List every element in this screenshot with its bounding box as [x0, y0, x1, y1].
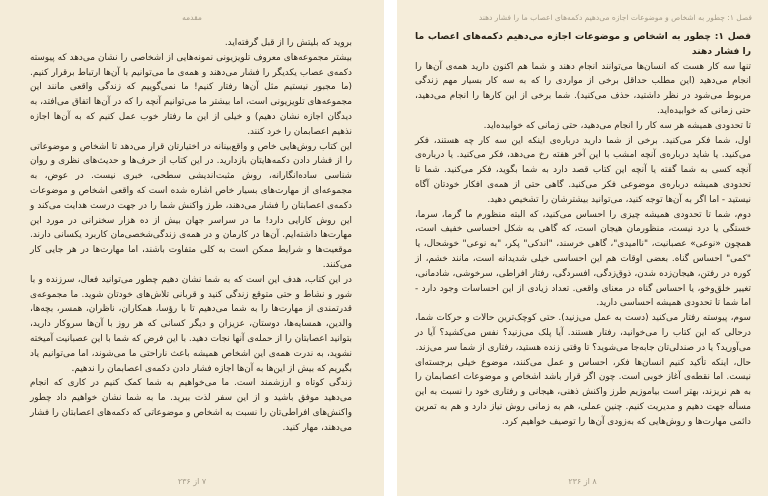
right-page-header: فصل ۱: چطور به اشخاص و موضوعات اجازه می‌دهیم دکمه‌های اعصاب ما را فشار دهند [478, 13, 752, 22]
paragraph: اول، شما فکر می‌کنید. برخی از شما دارید درباره‌ی اینکه این سه کار چه هستند، فکر می‌کنید. یا شاید درباره‌ی آنچه امشب با این آخر هفته رخ می‌دهد، فکر می‌کنید. یا درباره‌ی آنچه کسی به شما گفته یا آنچه این کتاب قصد دارد به شما بگوید، فکر می‌کنید. شما تا تحدودی همیشه درباره‌ی موضوعی فکر می‌کنید. گاهی حتی از همه‌ی افکار خودتان آگاه نیستید - اما اگر به آن‌ها توجه کنید، می‌توانید بیشترشان را تشخیص دهید. [415, 135, 751, 205]
right-page-number: ۸ از ۲۳۶ [568, 477, 597, 486]
paragraph: تنها سه کار هست که انسان‌ها می‌توانند انجام دهند و شما هم اکنون دارید همه‌ی آن‌ها را انجام می‌دهید (این مطلب حداقل برخی از مواردی را که به سه کار بسیار مهم زندگی مربوط می‌شود در نظر داشتید، حذف می‌کنید). شما برخی از این کارها را انجام می‌دهید، حتی زمانی که خوابیده‌اید. [415, 61, 751, 116]
left-page-number: ۷ از ۲۳۶ [177, 477, 207, 486]
paragraph: زندگی کوتاه و ارزشمند است. ما می‌خواهیم به شما کمک کنیم در کاری که انجام می‌دهید موفق باشید و از این سفر لذت ببرید. ما به شما نشان خواهیم داد چطور واکنش‌های افراطی‌تان را نسبت به اشخاص و موضوعاتی که دکمه‌های اعصابتان را فشار می‌دهند، مهار کنید. [30, 378, 352, 433]
paragraph: دوم، شما تا تحدودی همیشه چیزی را احساس می‌کنید، که البته منظورم ما گرما، سرما، خستگی یا درد نیست، منظورمان هیجان است، که گاهی به شکل احساسی خفیف است، همچون «نوعی» عصبانیت، "ناامیدی"، گاهی خرسند، "اندکی" پکر، "به نوعی" خوشحال، یا "کمی" احساس گناه. بعضی اوقات هم این احساسی خیلی شدیدانه است، مانند خشم، از کوره در رفتن، هیجان‌زده شدن، ذوق‌زدگی، افسردگی، رفتار افراطی، سرخوشی، شادمانی، تغییر خلق‌وخو، یا احساس گناه در معنای واقعی. تعداد زیادی از این احساسات وجود دارد - اما شما تا تحدودی همیشه احساسی دارید. [415, 209, 751, 309]
page-gutter [384, 0, 397, 496]
paragraph: حال، اینکه تأکید کنیم انسان‌ها فکر، احساس و عمل می‌کنند، موضوع خیلی برجسته‌ای نیست. اما نقطه‌ی آغاز خوبی است. چون اگر قرار باشد اشخاص و موضوعات اعصابمان را به هم نریزند، بهتر است بیاموزیم طرز واکنش ذهنی، هیجانی و رفتاری خود را نسبت به این مسأله جهت دهیم و مدیریت کنیم. چنین عملی، هم به زمانی روش نیاز دارد و هم به تمرین دائمی مهارت‌ها و روش‌هایی که به‌زودی آن‌ها را توصیف خواهیم کرد. [415, 357, 751, 427]
left-page-body [30, 36, 352, 436]
paragraph: در این کتاب، هدف این است که به شما نشان دهیم چطور می‌توانید فعال، سرزنده و با شور و نشاط و حتی متوقع زندگی کنید و قربانی تلاش‌های خودتان شوید. ما مجموعه‌ی قدرتمندی از مهارت‌ها را به شما می‌دهیم تا با رؤسا، همکاران، ناظران، همسر، بچه‌ها، والدین، همسایه‌ها، دوستان، عزیزان و دیگر کسانی که هر روز با آن‌ها سروکار دارید، بتوانید اعصابتان را از حمله‌ی آنها نجات دهید. با این فرض که شما با این عصبانیت آمیخته نشوید، به ندرت همه‌ی این اشخاص همیشه باعث ناراحتی ما می‌شوند، اما می‌توانیم یاد بگیریم که بیش از این‌ها به آن‌ها اجازه فشار دادن دکمه‌ی اعصابمان را ندهیم. [30, 274, 352, 374]
paragraph: این کتاب روش‌هایی خاص و واقع‌بینانه در اختیارتان قرار می‌دهد تا اشخاص و موضوعاتی را از فشار دادن دکمه‌هایتان بازدارید. در این کتاب از حرف‌ها و حدیث‌های نظری و روان شناسی ساده‌انگارانه، روش مثبت‌اندیشی سطحی، خبری نیست. در عوض، به مجموعه‌ای از مهارت‌های بسیار خاص اشاره شده است که واقعی اشخاص و موضوعات دکمه‌ی اعصابتان را فشار می‌دهند، طرز واکنش شما را در جهت درست هدایت می‌کند و این روش کارایی دارد! ما در سراسر جهان بیش از ده هزار سخنرانی در مورد این مهارت‌ها داشته‌ایم. آن‌ها در کارمان و در همه‌ی زندگی‌شخصی‌مان کاربرد یکسانی دارند. موقعیت‌ها و شرایط ممکن است به کلی متفاوت باشند، اما مهارت‌ها در هر جایی کار می‌کنند. [30, 141, 352, 270]
paragraph: بیشتر مجموعه‌های معروف تلویزیونی نمونه‌هایی از اشخاصی را نشان می‌دهد که پیوسته دکمه‌ی عصاب یکدیگر را فشار می‌دهند و همه‌ی ما می‌توانیم با آن‌ها ارتباط برقرار کنیم. (ما مجبور نیستیم مثل آن‌ها رفتار کنیم! ما نمی‌گوییم که زندگی واقعی مانند این مجموعه‌های تلویزیونی است، اما بیشتر ما می‌توانیم آنچه را که در آن‌ها اتفاق می‌افتد، به دیدگان اجازه نشان دهیم) و خیلی از این ما رفتار خوب عمل کنیم که به آن‌ها اجازه نذهیم اعصابمان را خرد کنند. [30, 52, 352, 137]
right-page [397, 0, 768, 496]
left-page-header: مقدمه [182, 13, 202, 22]
paragraph: سوم، پیوسته رفتار می‌کنید (دست به عمل می‌زنید). حتی کوچک‌ترین حالات و حرکات شما، درحالی که این کتاب را می‌خوانید، رفتار هستند. آیا پلک می‌زنید؟ نفس می‌کشید؟ آیا در می‌آورید؟ یا در صندلی‌تان جابه‌جا می‌شوید؟ تا وقتی زنده هستید، رفتاری از شما سر می‌زند. [415, 313, 751, 353]
paragraph: بروید که بلیتش را از قبل گرفته‌اید. [224, 38, 352, 48]
right-page-body [415, 30, 751, 430]
chapter-title: فصل ۱: چطور به اشخاص و موضوعات اجازه می‌دهیم دکمه‌های اعصاب ما را فشار دهند [415, 31, 751, 57]
paragraph: تا تحدودی همیشه هر سه کار را انجام می‌دهید، حتی زمانی که خوابیده‌اید. [483, 120, 751, 131]
